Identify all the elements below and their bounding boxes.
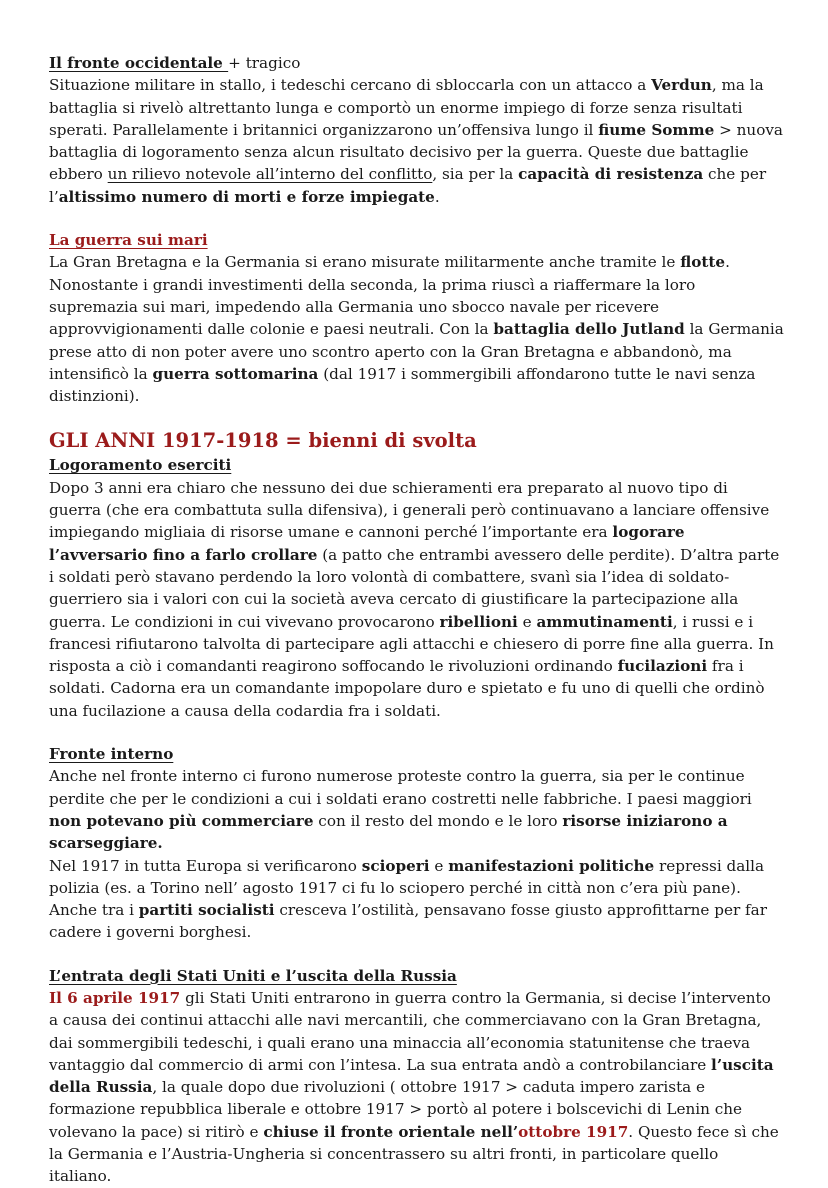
- paragraph-logoramento-eserciti: Dopo 3 anni era chiaro che nessuno dei due schieramenti era preparato al nuovo tipo di guerra (che era combattuta sulla difensiva), i generali però continuavano a lanciare offensive impiegando migliaia di risorse umane e cannoni perché l’importante era logorare l’avversario fino a farlo crollare (a patto che entrambi avessero delle perdite). D’altra parte i soldati però stavano perdendo la loro volontà di combattere, svanì sia l’idea di soldato-guerriero sia i valori con cui la società aveva cercato di giustificare la partecipazione alla guerra. Le condizioni in cui vivevano provocarono ribellioni e ammutinamenti, i russi e i francesi rifiutarono talvolta di partecipare agli attacchi e chiesero di porre fine alla guerra. In risposta a ciò i comandanti reagirono soffocando le rivoluzioni ordinando fucilazioni fra i soldati. Cadorna era un comandante impopolare duro e spietato e fu uno di quelli che ordinò una fucilazione a causa della codardia fra i soldati.: [49, 478, 780, 720]
- section-fronte-occidentale: [49, 52, 784, 208]
- section-stati-uniti-russia: [49, 965, 784, 1188]
- section-guerra-sui-mari: [49, 229, 784, 407]
- section-fronte-interno: [49, 743, 784, 944]
- paragraph-fronte-occidentale: Situazione militare in stallo, i tedeschi cercano di sbloccarla con un attacco a Verdun, ma la battaglia si rivelò altrettanto lunga e comportò un enorme impiego di forze senza risultati sperati. Parallelamente i britannici organizzarono un’offensiva lungo il fiume Somme > nuova battaglia di logoramento senza alcun risultato decisivo per la guerra. Queste due battaglie ebbero un rilievo notevole all’interno del conflitto, sia per la capacità di resistenza che per l’altissimo numero di morti e forze impiegate.: [49, 76, 783, 206]
- paragraph-fronte-interno-2: Nel 1917 in tutta Europa si verificarono scioperi e manifestazioni politiche repressi dalla polizia (es. a Torino nell’ agosto 1917 ci fu lo sciopero perché in città non c’era più pane). Anche tra i partiti socialisti cresceva l’ostilità, pensavano fosse giusto approfittarne per far cadere i governi borghesi.: [49, 856, 767, 942]
- paragraph-guerra-sui-mari: La Gran Bretagna e la Germania si erano misurate militarmente anche tramite le flotte. Nonostante i grandi investimenti della seconda, la prima riuscì a riaffermare la loro supremazia sui mari, impedendo alla Germania uno sbocco navale per ricevere approvvigionamenti dalle colonie e paesi neutrali. Con la battaglia dello Jutland la Germania prese atto di non poter avere uno scontro aperto con la Gran Bretagna e abbandonò, ma intensificò la guerra sottomarina (dal 1917 i sommergibili affondarono tutte le navi senza distinzioni).: [49, 253, 784, 406]
- paragraph-fronte-interno-1: Anche nel fronte interno ci furono numerose proteste contro la guerra, sia per le continue perdite che per le condizioni a cui i soldati erano costretti nelle fabbriche. I paesi maggiori non potevano più commerciare con il resto del mondo e le loro risorse iniziarono a scarseggiare.: [49, 767, 752, 853]
- section-title-logoramento-eserciti: Logoramento eserciti: [49, 456, 232, 475]
- section-title-stati-uniti-russia: L’entrata degli Stati Uniti e l’uscita della Russia: [49, 966, 457, 985]
- chapter-title: GLI ANNI 1917-1918 = bienni di svolta: [49, 429, 477, 453]
- section-logoramento-eserciti: [49, 454, 784, 722]
- section-title-fronte-interno: Fronte interno: [49, 745, 174, 764]
- paragraph-stati-uniti-russia: Il 6 aprile 1917 gli Stati Uniti entrarono in guerra contro la Germania, si decise l’intervento a causa dei continui attacchi alle navi mercantili, che commerciavano con la Gran Bretagna, dai sommergibili tedeschi, i quali erano una minaccia all’economia statunitense che traeva vantaggio dal commercio di armi con l’intesa. La sua entrata andò a controbilanciare l’uscita della Russia, la quale dopo due rivoluzioni ( ottobre 1917 > caduta impero zarista e formazione repubblica liberale e ottobre 1917 > portò al potere i bolscevichi di Lenin che volevano la pace) si ritirò e chiuse il fronte orientale nell’ottobre 1917. Questo fece sì che la Germania e l’Austria-Ungheria si concentrassero su altri fronti, in particolare quello italiano.: [49, 988, 779, 1186]
- section-title-guerra-sui-mari: La guerra sui mari: [49, 231, 208, 250]
- section-title-fronte-occidentale: Il fronte occidentale + tragico: [49, 54, 301, 72]
